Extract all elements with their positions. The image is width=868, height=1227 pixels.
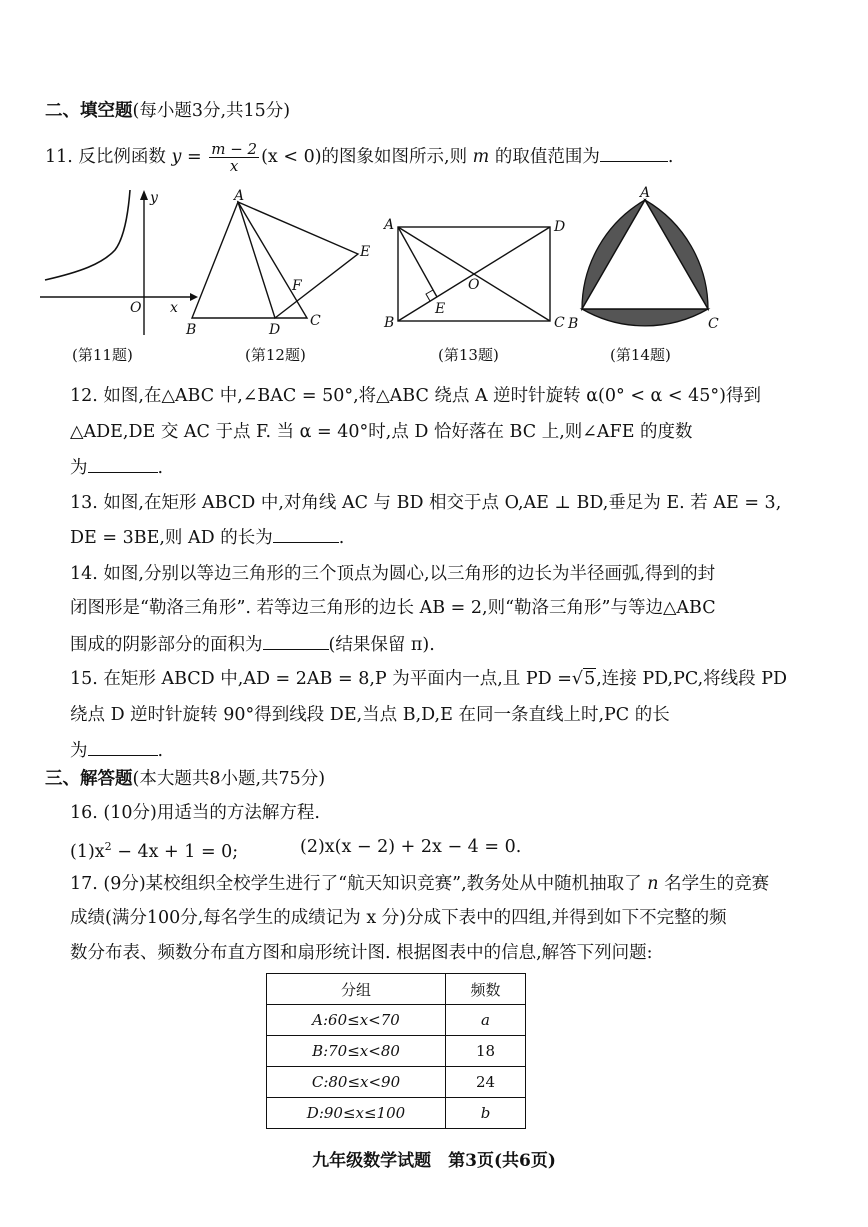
q11-text-pre: 反比例函数 [78, 147, 166, 167]
q13-line-1: 13. 如图,在矩形 ABCD 中,对角线 AC 与 BD 相交于点 O,AE ⊥ BD,垂足为 E. 若 AE = 3, [70, 493, 782, 513]
q15-line-1-post: ,连接 PD,PC,将线段 PD [596, 669, 788, 689]
q12-line-3 [70, 454, 163, 481]
fig12-label-c: C [310, 313, 321, 329]
fig13-label-c: C [554, 315, 565, 331]
q16-eq1-exponent: 2 [104, 840, 112, 853]
q15-line-3-pre: 为 [70, 741, 88, 761]
fig12-triangle-ade [238, 202, 358, 318]
fig13-label-o: O [468, 277, 480, 293]
q15-line-2: 绕点 D 逆时针旋转 90°得到线段 DE,当点 B,D,E 在同一条直线上时,PC 的长 [70, 705, 670, 725]
figure-14 [568, 185, 730, 340]
q13-answer-blank[interactable] [273, 524, 339, 543]
q14-answer-blank[interactable] [263, 631, 329, 650]
q11-number: 11. [45, 147, 73, 167]
frequency-table [266, 973, 526, 1129]
q15-line-3 [70, 737, 163, 764]
q16-line-1: 16. (10分)用适当的方法解方程. [70, 803, 320, 823]
table-header-group: 分组 [267, 974, 446, 1005]
q16-equation-2: (2)x(x − 2) + 2x − 4 = 0. [300, 837, 522, 857]
q13-line-2 [70, 524, 344, 551]
q16-eq1-pre: (1)x [70, 841, 105, 862]
section-2-heading [45, 98, 290, 124]
fig12-label-f: F [292, 278, 302, 294]
q13-end: . [338, 528, 345, 548]
q17-line-2: 成绩(满分100分,每名学生的成绩记为 x 分)分成下表中的四组,并得到如下不完整的频 [70, 908, 727, 928]
q16-equation-1 [70, 834, 238, 865]
q16-eq1-post: − 4x + 1 = 0; [111, 841, 239, 862]
q15-line-1 [70, 666, 787, 692]
q17-line-3: 数分布表、频数分布直方图和扇形统计图. 根据图表中的信息,解答下列问题: [70, 943, 653, 963]
table-cell-frequency: 18 [446, 1036, 526, 1067]
fig14-label-c: C [708, 316, 719, 332]
q12-line-1: 12. 如图,在△ABC 中,∠BAC = 50°,将△ABC 绕点 A 逆时针旋转 α(0° < α < 45°)得到 [70, 386, 762, 406]
section-2-title: 二、填空题 [45, 101, 133, 121]
table-cell-frequency: b [446, 1098, 526, 1129]
q14-line-3-pre: 围成的阴影部分的面积为 [70, 635, 263, 655]
page-footer: 九年级数学试题 第3页(共6页) [312, 1151, 556, 1171]
fig13-segment-ae [398, 227, 437, 297]
fig13-caption: (第13题) [438, 346, 499, 364]
table-header-row [267, 974, 526, 1005]
table-row [267, 1098, 526, 1129]
table-cell-frequency: 24 [446, 1067, 526, 1098]
fig12-caption: (第12题) [245, 346, 306, 364]
section-3-title: 三、解答题 [45, 769, 133, 789]
table-cell-group: D:90≤x≤100 [267, 1098, 446, 1129]
q14-line-3 [70, 631, 435, 658]
q12-line-2: △ADE,DE 交 AC 于点 F. 当 α = 40°时,点 D 恰好落在 BC 上,则∠AFE 的度数 [70, 422, 693, 442]
table-cell-frequency: a [446, 1005, 526, 1036]
fig13-label-a: A [384, 217, 395, 233]
q11-func-lhs: y = [171, 147, 202, 167]
fig12-label-b: B [186, 322, 197, 338]
fig11-label-x: x [170, 300, 178, 316]
fig12-label-e: E [360, 244, 371, 260]
figure-11 [40, 188, 200, 340]
question-11 [45, 141, 673, 174]
q11-fraction-denominator: x [229, 157, 239, 175]
section-3-heading [45, 766, 325, 792]
figure-12 [180, 190, 380, 340]
q17-var-n: n [647, 874, 659, 894]
q12-end: . [157, 458, 164, 478]
q17-line-1-post: 名学生的竞赛 [664, 874, 770, 894]
q11-text-tail: 的取值范围为 [494, 147, 600, 167]
table-row [267, 1005, 526, 1036]
q17-line-1 [70, 871, 769, 897]
q15-end: . [157, 741, 164, 761]
q15-line-1-pre: 15. 在矩形 ABCD 中,AD = 2AB = 8,P 为平面内一点,且 PD = [70, 669, 572, 689]
section-3-note: (本大题共8小题,共75分) [132, 769, 326, 789]
table-cell-group: C:80≤x<90 [267, 1067, 446, 1098]
table-header-frequency: 频数 [446, 974, 526, 1005]
fig14-label-b: B [568, 316, 579, 332]
q15-sqrt-sign: √ [571, 669, 584, 689]
q12-answer-blank[interactable] [88, 454, 158, 473]
q11-fraction [209, 141, 259, 174]
fig11-caption: (第11题) [72, 346, 133, 364]
fig12-label-d: D [269, 322, 281, 338]
q11-end: . [667, 147, 674, 167]
q14-line-3-end: (结果保留 π). [328, 635, 435, 655]
table-row [267, 1067, 526, 1098]
fig12-triangle-abc [192, 202, 307, 318]
fig11-label-y: y [150, 190, 158, 206]
q11-text-post: 的图象如图所示,则 [321, 147, 468, 167]
q11-answer-blank[interactable] [600, 143, 668, 162]
q17-line-1-pre: 17. (9分)某校组织全校学生进行了“航天知识竞赛”,教务处从中随机抽取了 [70, 874, 642, 894]
q11-var: m [472, 147, 490, 167]
q15-sqrt-value: 5 [584, 669, 596, 689]
fig13-label-e: E [435, 301, 446, 317]
table-cell-group: A:60≤x<70 [267, 1005, 446, 1036]
q14-line-1: 14. 如图,分别以等边三角形的三个顶点为圆心,以三角形的边长为半径画弧,得到的封 [70, 564, 716, 584]
q11-fraction-numerator: m − 2 [211, 140, 258, 158]
fig13-label-b: B [384, 315, 395, 331]
figure-13 [380, 215, 580, 335]
table-row [267, 1036, 526, 1067]
fig14-caption: (第14题) [610, 346, 671, 364]
fig11-curve [45, 190, 130, 280]
q14-line-2: 闭图形是“勒洛三角形”. 若等边三角形的边长 AB = 2,则“勒洛三角形”与等边△ABC [70, 598, 716, 618]
fig11-label-o: O [130, 300, 142, 316]
q11-domain: (x < 0) [261, 147, 322, 167]
q12-line-3-pre: 为 [70, 458, 88, 478]
fig11-y-arrow [140, 190, 148, 200]
q15-answer-blank[interactable] [88, 737, 158, 756]
fig12-label-a: A [234, 188, 245, 204]
q13-line-2-pre: DE = 3BE,则 AD 的长为 [70, 528, 273, 548]
section-2-note: (每小题3分,共15分) [132, 101, 291, 121]
fig14-shade-bottom [582, 309, 708, 326]
fig13-label-d: D [554, 219, 566, 235]
table-cell-group: B:70≤x<80 [267, 1036, 446, 1067]
fig14-label-a: A [640, 185, 651, 201]
